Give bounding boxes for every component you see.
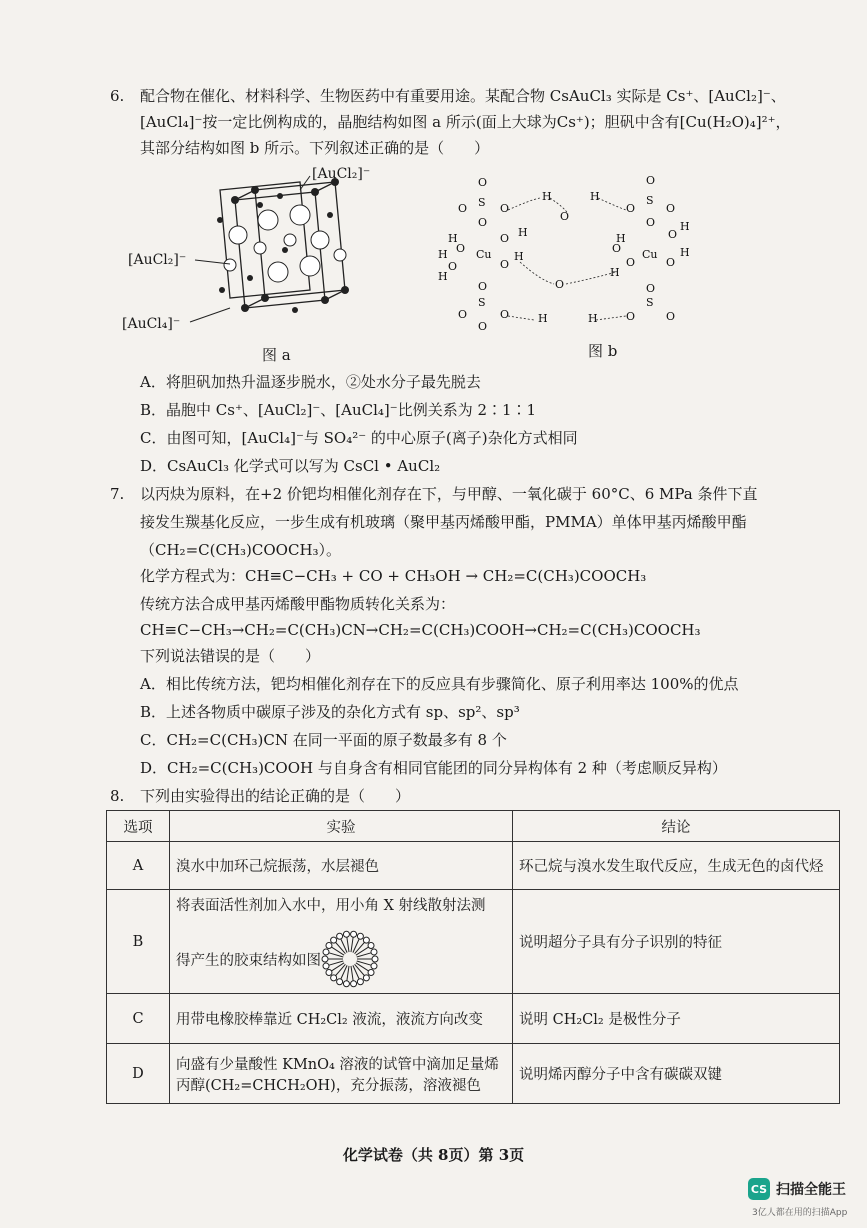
q6-option-a: A．将胆矾加热升温逐步脱水，②处水分子最先脱去 bbox=[140, 373, 481, 391]
q7-stem-line1: 以丙炔为原料，在+2 价钯均相催化剂存在下，与甲醇、一氧化碳于 60°C、6 MPa 条件下直 bbox=[140, 485, 758, 503]
svg-text:O: O bbox=[666, 256, 676, 269]
svg-text:H: H bbox=[438, 248, 448, 261]
svg-text:O: O bbox=[500, 202, 510, 215]
svg-text:H: H bbox=[616, 232, 626, 245]
svg-text:O: O bbox=[500, 232, 510, 245]
svg-text:H: H bbox=[438, 270, 448, 283]
svg-text:H: H bbox=[590, 190, 600, 203]
header-option: 选项 bbox=[107, 811, 170, 842]
q7-option-a: A．相比传统方法，钯均相催化剂存在下的反应具有步骤简化、原子利用率达 100%的优点 bbox=[140, 675, 739, 693]
row-option: D bbox=[107, 1044, 170, 1104]
svg-text:O: O bbox=[478, 216, 488, 229]
q6-stem-line3: 其部分结构如图 b 所示。下列叙述正确的是（ ） bbox=[140, 139, 490, 157]
svg-text:O: O bbox=[458, 202, 468, 215]
row-conclusion: 说明烯丙醇分子中含有碳碳双键 bbox=[513, 1044, 840, 1104]
q7-stem-line2: 接发生羰基化反应，一步生成有机玻璃（聚甲基丙烯酸甲酯，PMMA）单体甲基丙烯酸甲酯 bbox=[140, 513, 747, 531]
q6-number: 6. bbox=[110, 87, 125, 105]
svg-text:O: O bbox=[560, 210, 570, 223]
figure-b-cuso4-structure bbox=[430, 170, 690, 340]
q7-option-b: B．上述各物质中碳原子涉及的杂化方式有 sp、sp²、sp³ bbox=[140, 703, 520, 721]
svg-text:O: O bbox=[666, 310, 676, 323]
row-option: A bbox=[107, 842, 170, 890]
svg-text:S: S bbox=[478, 296, 486, 309]
svg-text:H: H bbox=[680, 220, 690, 233]
svg-text:S: S bbox=[646, 194, 654, 207]
q7-option-d: D．CH₂=C(CH₃)COOH 与自身含有相同官能团的同分异构体有 2 种（考虑顺反异构） bbox=[140, 759, 727, 777]
q7-option-c: C．CH₂=C(CH₃)CN 在同一平面的原子数最多有 8 个 bbox=[140, 731, 507, 749]
svg-text:O: O bbox=[478, 280, 488, 293]
svg-text:H: H bbox=[588, 312, 598, 325]
svg-text:S: S bbox=[646, 296, 654, 309]
cs-logo-icon: CS bbox=[748, 1178, 770, 1200]
svg-text:O: O bbox=[456, 242, 466, 255]
figure-a-label-top: [AuCl₂]⁻ bbox=[312, 166, 371, 182]
q6-option-c: C．由图可知，[AuCl₄]⁻与 SO₄²⁻ 的中心原子(离子)杂化方式相同 bbox=[140, 429, 578, 447]
figure-a-caption: 图 a bbox=[262, 346, 291, 364]
row-option: B bbox=[107, 890, 170, 994]
scanner-watermark bbox=[748, 1178, 846, 1200]
svg-text:H: H bbox=[514, 250, 524, 263]
q7-equation: 化学方程式为：CH≡C−CH₃ + CO + CH₃OH → CH₂=C(CH₃)COOCH₃ bbox=[140, 567, 647, 585]
svg-text:O: O bbox=[646, 174, 656, 187]
q6-stem-line1: 配合物在催化、材料科学、生物医药中有重要用途。某配合物 CsAuCl₃ 实际是 Cs⁺、[AuCl₂]⁻、 bbox=[140, 87, 786, 105]
table-row bbox=[107, 1044, 840, 1104]
row-experiment: 用带电橡胶棒靠近 CH₂Cl₂ 液流，液流方向改变 bbox=[170, 994, 513, 1044]
row-experiment-line1: 将表面活性剂加入水中，用小角 X 射线散射法测 bbox=[176, 898, 486, 914]
svg-text:H: H bbox=[542, 190, 552, 203]
row-option: C bbox=[107, 994, 170, 1044]
figure-a-label-mid: [AuCl₂]⁻ bbox=[128, 252, 187, 268]
svg-text:O: O bbox=[626, 202, 636, 215]
svg-text:O: O bbox=[555, 278, 565, 291]
q7-traditional-route: CH≡C−CH₃→CH₂=C(CH₃)CN→CH₂=C(CH₃)COOH→CH₂=C(CH₃)COOCH₃ bbox=[140, 621, 701, 639]
experiment-table bbox=[106, 810, 840, 1104]
svg-text:O: O bbox=[626, 256, 636, 269]
svg-text:O: O bbox=[500, 258, 510, 271]
q6-option-d: D．CsAuCl₃ 化学式可以写为 CsCl • AuCl₂ bbox=[140, 457, 441, 475]
row-experiment-line2: 得产生的胶束结构如图 bbox=[176, 952, 321, 969]
svg-text:Cu: Cu bbox=[642, 248, 658, 261]
q7-traditional-intro: 传统方法合成甲基丙烯酸甲酯物质转化关系为： bbox=[140, 595, 456, 613]
page-footer: 化学试卷（共 8页）第 3页 bbox=[342, 1146, 525, 1164]
svg-text:H: H bbox=[610, 266, 620, 279]
table-row bbox=[107, 842, 840, 890]
table-row bbox=[107, 994, 840, 1044]
table-row bbox=[107, 890, 840, 994]
row-conclusion: 说明超分子具有分子识别的特征 bbox=[513, 890, 840, 994]
svg-text:O: O bbox=[458, 308, 468, 321]
svg-text:O: O bbox=[448, 260, 458, 273]
row-conclusion: 环己烷与溴水发生取代反应，生成无色的卤代烃 bbox=[513, 842, 840, 890]
q7-number: 7. bbox=[110, 485, 125, 503]
row-experiment bbox=[170, 890, 513, 994]
svg-text:O: O bbox=[646, 282, 656, 295]
svg-text:H: H bbox=[680, 246, 690, 259]
row-experiment: 溴水中加环己烷振荡，水层褪色 bbox=[170, 842, 513, 890]
micelle-figure bbox=[315, 929, 385, 989]
svg-text:H: H bbox=[538, 312, 548, 325]
svg-text:H: H bbox=[518, 226, 528, 239]
svg-text:O: O bbox=[646, 216, 656, 229]
header-experiment: 实验 bbox=[170, 811, 513, 842]
q7-stem-line3: （CH₂=C(CH₃)COOCH₃）。 bbox=[140, 541, 342, 559]
figure-a-crystal-cell bbox=[160, 160, 380, 340]
q6-stem-line2: [AuCl₄]⁻按一定比例构成的，晶胞结构如图 a 所示(面上大球为Cs⁺)；胆矾中含有[Cu(H₂O)₄]²⁺， bbox=[140, 113, 791, 131]
svg-text:O: O bbox=[500, 308, 510, 321]
q8-stem: 下列由实验得出的结论正确的是（ ） bbox=[140, 787, 411, 805]
q6-option-b: B．晶胞中 Cs⁺、[AuCl₂]⁻、[AuCl₄]⁻比例关系为 2∶1∶1 bbox=[140, 401, 537, 419]
q8-number: 8. bbox=[110, 787, 125, 805]
table-header-row bbox=[107, 811, 840, 842]
header-conclusion: 结论 bbox=[513, 811, 840, 842]
scanner-app-tagline: 3亿人都在用的扫描App bbox=[752, 1208, 848, 1218]
svg-text:S: S bbox=[478, 196, 486, 209]
svg-text:O: O bbox=[478, 320, 488, 333]
svg-text:O: O bbox=[666, 202, 676, 215]
svg-text:O: O bbox=[668, 228, 678, 241]
svg-text:Cu: Cu bbox=[476, 248, 492, 261]
scanner-app-name: 扫描全能王 bbox=[776, 1182, 846, 1198]
figure-a-label-bot: [AuCl₄]⁻ bbox=[122, 316, 181, 332]
figure-b-caption: 图 b bbox=[588, 342, 618, 360]
q7-question: 下列说法错误的是（ ） bbox=[140, 647, 321, 665]
svg-text:H: H bbox=[448, 232, 458, 245]
svg-text:O: O bbox=[626, 310, 636, 323]
svg-text:O: O bbox=[478, 176, 488, 189]
row-experiment: 向盛有少量酸性 KMnO₄ 溶液的试管中滴加足量烯丙醇(CH₂=CHCH₂OH)，充分振荡，溶液褪色 bbox=[170, 1044, 513, 1104]
row-conclusion: 说明 CH₂Cl₂ 是极性分子 bbox=[513, 994, 840, 1044]
svg-text:O: O bbox=[612, 242, 622, 255]
